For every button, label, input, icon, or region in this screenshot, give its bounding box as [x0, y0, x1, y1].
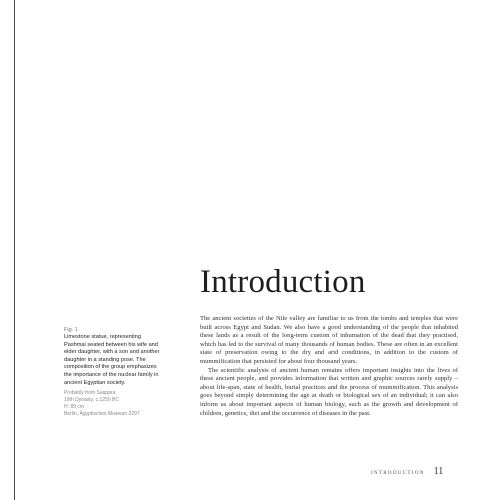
caption-metadata: [64, 390, 162, 417]
caption-provenance: Probably from Saqqara: [64, 390, 116, 397]
caption-date: 19th Dynasty, c.1250 BC: [64, 396, 119, 403]
body-paragraph-2: The scientific analysis of ancient human remains offers important insights into the lives of these ancient people, and provides information that written and graphic sources rarely supply – about life-span, state of health, burial practices and the process of mummification. This analysis goes beyond simply determining the age at death or biological sex of an individual; it can also inform us about important aspects of human biology, such as the growth and development of children, genetics, diet and the occurrence of diseases in the past.: [200, 366, 458, 417]
body-paragraph-1: The ancient societies of the Nile valley are familiar to us from the tombs and temples that were built across Egypt and Sudan. We also have a good understanding of the people that inhabited these lands as a result of the long-term custom of inhumation of the dead that they practised, which has led to the survival of many thousands of human bodies. These are often in an excellent state of preservation owing to the dry and arid conditions, in addition to the custom of mummification that persisted for about four thousand years.: [200, 315, 458, 365]
caption-text: Limestone statue, representing Pashmai seated between his wife and elder daughter, with a son and another daughter in a standing pose. The composition of the group emphasizes the importance of the nuclear family in ancient Egyptian society.: [64, 334, 160, 386]
caption-collection: Berlin, Ägyptisches Museum 2297: [64, 410, 140, 417]
chapter-title: Introduction: [200, 264, 366, 300]
body-text: [200, 315, 458, 418]
page-number: 11: [433, 466, 444, 477]
figure-label: Fig. 1: [64, 327, 78, 333]
footer-section-title: INTRODUCTION: [371, 470, 425, 476]
caption-height: H. 89 cm: [64, 403, 85, 410]
page-margin-rule: [14, 0, 15, 500]
running-footer: [371, 466, 443, 477]
figure-caption: [64, 327, 162, 417]
